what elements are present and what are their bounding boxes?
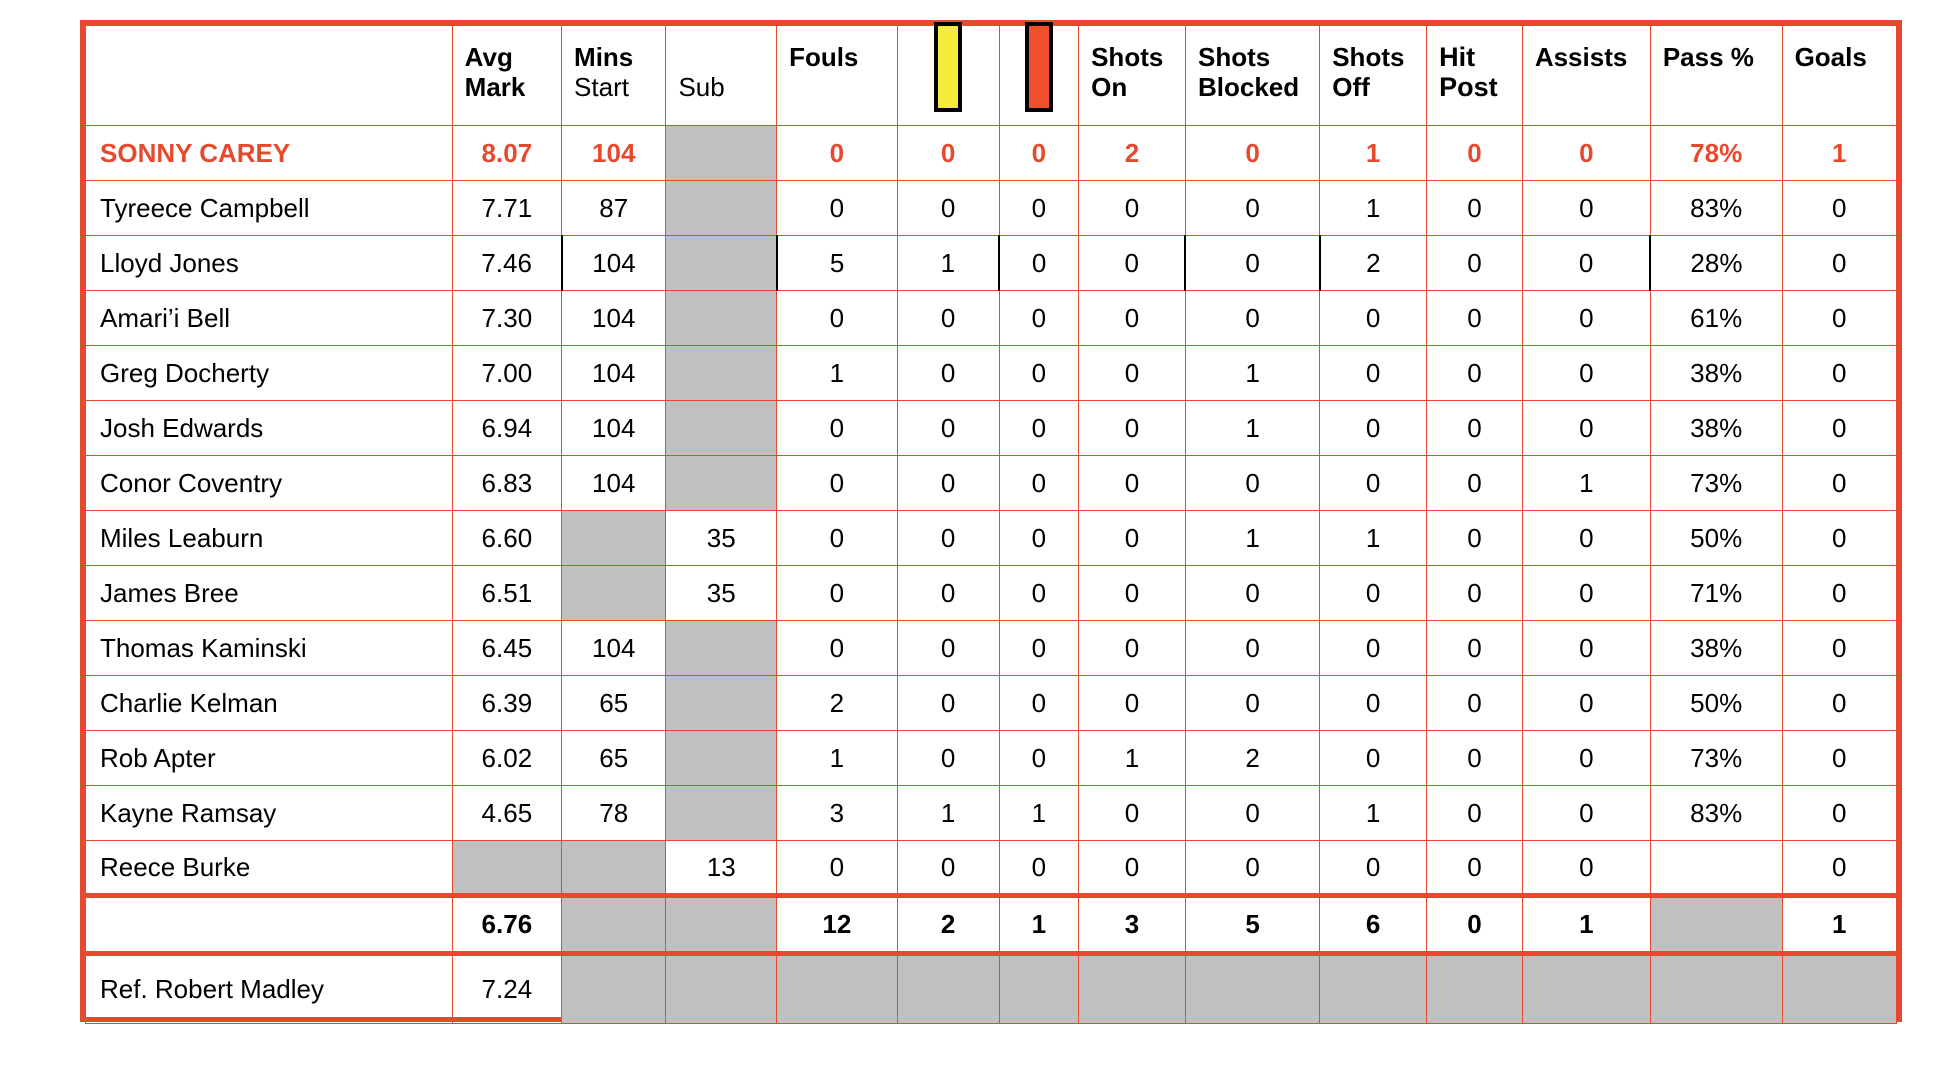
cell-yellow-cards: 0 [897, 676, 999, 731]
cell-mins-start: 65 [562, 676, 666, 731]
cell-sub [666, 676, 777, 731]
cell-fouls: 0 [777, 566, 898, 621]
cell-assists: 0 [1522, 346, 1650, 401]
cell-assists: 0 [1522, 841, 1650, 896]
cell-shots-blocked: 0 [1185, 181, 1319, 236]
cell-pass-pct: 78% [1650, 126, 1782, 181]
referee-blank [562, 954, 666, 1024]
cell-shots-on: 2 [1079, 126, 1186, 181]
player-name: SONNY CAREY [86, 126, 453, 181]
cell-sub [666, 291, 777, 346]
totals-shots-blocked: 5 [1185, 896, 1319, 954]
player-name: Charlie Kelman [86, 676, 453, 731]
cell-avg-mark: 8.07 [452, 126, 561, 181]
player-name: James Bree [86, 566, 453, 621]
referee-blank [1079, 954, 1186, 1024]
cell-sub: 13 [666, 841, 777, 896]
cell-shots-blocked: 0 [1185, 621, 1319, 676]
cell-shots-blocked: 0 [1185, 676, 1319, 731]
cell-red-cards: 0 [999, 841, 1079, 896]
cell-mins-start: 104 [562, 291, 666, 346]
referee-blank [1185, 954, 1319, 1024]
cell-red-cards: 0 [999, 236, 1079, 291]
cell-red-cards: 0 [999, 731, 1079, 786]
cell-pass-pct: 73% [1650, 731, 1782, 786]
cell-assists: 0 [1522, 236, 1650, 291]
cell-shots-off: 1 [1320, 511, 1427, 566]
cell-yellow-cards: 0 [897, 621, 999, 676]
cell-assists: 0 [1522, 126, 1650, 181]
totals-label [86, 896, 453, 954]
table-row [86, 676, 1897, 731]
table-row [86, 181, 1897, 236]
cell-shots-off: 0 [1320, 566, 1427, 621]
cell-assists: 0 [1522, 786, 1650, 841]
cell-red-cards: 0 [999, 621, 1079, 676]
header-shots-on: Shots On [1079, 26, 1186, 126]
cell-red-cards: 0 [999, 181, 1079, 236]
cell-sub [666, 236, 777, 291]
referee-blank [999, 954, 1079, 1024]
cell-shots-off: 0 [1320, 841, 1427, 896]
cell-fouls: 0 [777, 841, 898, 896]
table-row [86, 621, 1897, 676]
cell-yellow-cards: 0 [897, 456, 999, 511]
cell-fouls: 1 [777, 731, 898, 786]
totals-fouls: 12 [777, 896, 898, 954]
table-row [86, 236, 1897, 291]
cell-assists: 0 [1522, 621, 1650, 676]
cell-hit-post: 0 [1427, 511, 1523, 566]
cell-fouls: 0 [777, 621, 898, 676]
cell-pass-pct [1650, 841, 1782, 896]
cell-shots-off: 0 [1320, 621, 1427, 676]
totals-yellow: 2 [897, 896, 999, 954]
cell-yellow-cards: 0 [897, 346, 999, 401]
cell-goals: 0 [1782, 566, 1896, 621]
cell-goals: 0 [1782, 456, 1896, 511]
cell-hit-post: 0 [1427, 621, 1523, 676]
cell-shots-on: 1 [1079, 731, 1186, 786]
cell-red-cards: 0 [999, 676, 1079, 731]
cell-sub: 35 [666, 566, 777, 621]
cell-goals: 0 [1782, 291, 1896, 346]
cell-red-cards: 0 [999, 456, 1079, 511]
header-row [86, 26, 1897, 126]
cell-red-cards: 0 [999, 401, 1079, 456]
cell-hit-post: 0 [1427, 456, 1523, 511]
cell-avg-mark: 7.46 [452, 236, 561, 291]
cell-assists: 1 [1522, 456, 1650, 511]
table-row [86, 456, 1897, 511]
cell-yellow-cards: 0 [897, 566, 999, 621]
player-name: Lloyd Jones [86, 236, 453, 291]
cell-avg-mark: 6.45 [452, 621, 561, 676]
totals-sub-blank [666, 896, 777, 954]
cell-shots-on: 0 [1079, 841, 1186, 896]
cell-hit-post: 0 [1427, 401, 1523, 456]
cell-mins-start: 104 [562, 401, 666, 456]
referee-avg: 7.24 [452, 954, 561, 1024]
cell-pass-pct: 38% [1650, 621, 1782, 676]
player-rows [86, 126, 1897, 896]
cell-pass-pct: 83% [1650, 181, 1782, 236]
cell-assists: 0 [1522, 731, 1650, 786]
player-name: Kayne Ramsay [86, 786, 453, 841]
cell-fouls: 1 [777, 346, 898, 401]
header-blank [86, 26, 453, 126]
cell-red-cards: 0 [999, 511, 1079, 566]
cell-shots-off: 0 [1320, 401, 1427, 456]
player-name: Miles Leaburn [86, 511, 453, 566]
cell-goals: 0 [1782, 676, 1896, 731]
cell-goals: 0 [1782, 346, 1896, 401]
player-name: Josh Edwards [86, 401, 453, 456]
cell-mins-start [562, 841, 666, 896]
header-goals: Goals [1782, 26, 1896, 126]
header-assists: Assists [1522, 26, 1650, 126]
referee-blank [1320, 954, 1427, 1024]
cell-shots-blocked: 2 [1185, 731, 1319, 786]
header-shots-blocked: Shots Blocked [1185, 26, 1319, 126]
cell-shots-off: 0 [1320, 346, 1427, 401]
cell-hit-post: 0 [1427, 786, 1523, 841]
cell-red-cards: 0 [999, 346, 1079, 401]
cell-shots-blocked: 0 [1185, 456, 1319, 511]
cell-avg-mark: 6.02 [452, 731, 561, 786]
player-name: Greg Docherty [86, 346, 453, 401]
referee-blank [666, 954, 777, 1024]
cell-goals: 1 [1782, 126, 1896, 181]
cell-yellow-cards: 0 [897, 401, 999, 456]
cell-hit-post: 0 [1427, 676, 1523, 731]
cell-mins-start: 87 [562, 181, 666, 236]
table-row [86, 786, 1897, 841]
cell-red-cards: 0 [999, 126, 1079, 181]
cell-assists: 0 [1522, 676, 1650, 731]
cell-shots-on: 0 [1079, 456, 1186, 511]
cell-mins-start: 104 [562, 126, 666, 181]
totals-avg: 6.76 [452, 896, 561, 954]
cell-shots-on: 0 [1079, 181, 1186, 236]
cell-red-cards: 1 [999, 786, 1079, 841]
header-fouls: Fouls [777, 26, 898, 126]
cell-hit-post: 0 [1427, 236, 1523, 291]
totals-row [86, 896, 1897, 954]
cell-shots-blocked: 0 [1185, 566, 1319, 621]
cell-yellow-cards: 1 [897, 236, 999, 291]
cell-goals: 0 [1782, 731, 1896, 786]
totals-shots-on: 3 [1079, 896, 1186, 954]
player-name: Thomas Kaminski [86, 621, 453, 676]
cell-avg-mark: 7.30 [452, 291, 561, 346]
player-name: Conor Coventry [86, 456, 453, 511]
cell-shots-blocked: 0 [1185, 841, 1319, 896]
header-hit-post: Hit Post [1427, 26, 1523, 126]
cell-goals: 0 [1782, 786, 1896, 841]
cell-avg-mark: 4.65 [452, 786, 561, 841]
referee-blank [777, 954, 898, 1024]
totals-pass-blank [1650, 896, 1782, 954]
table-row [86, 291, 1897, 346]
player-ratings-table-frame [80, 20, 1902, 1022]
cell-assists: 0 [1522, 401, 1650, 456]
cell-shots-blocked: 0 [1185, 786, 1319, 841]
header-mins-start: Mins Start [562, 26, 666, 126]
cell-shots-on: 0 [1079, 786, 1186, 841]
referee-blank [1650, 954, 1782, 1024]
referee-blank [897, 954, 999, 1024]
cell-mins-start: 78 [562, 786, 666, 841]
cell-shots-off: 2 [1320, 236, 1427, 291]
cell-sub [666, 621, 777, 676]
cell-avg-mark: 6.94 [452, 401, 561, 456]
totals-red: 1 [999, 896, 1079, 954]
cell-shots-on: 0 [1079, 401, 1186, 456]
header-yellow-card [897, 26, 999, 126]
cell-yellow-cards: 0 [897, 181, 999, 236]
cell-assists: 0 [1522, 566, 1650, 621]
table-row [86, 731, 1897, 786]
cell-sub [666, 401, 777, 456]
cell-yellow-cards: 0 [897, 126, 999, 181]
cell-shots-blocked: 0 [1185, 126, 1319, 181]
header-pass-pct: Pass % [1650, 26, 1782, 126]
header-sub: Sub [666, 26, 777, 126]
player-name: Tyreece Campbell [86, 181, 453, 236]
player-name: Rob Apter [86, 731, 453, 786]
cell-shots-on: 0 [1079, 511, 1186, 566]
cell-fouls: 3 [777, 786, 898, 841]
cell-fouls: 0 [777, 181, 898, 236]
player-name: Amari’i Bell [86, 291, 453, 346]
cell-shots-off: 0 [1320, 731, 1427, 786]
cell-shots-on: 0 [1079, 236, 1186, 291]
cell-shots-off: 0 [1320, 676, 1427, 731]
cell-yellow-cards: 0 [897, 731, 999, 786]
referee-row [86, 954, 1897, 1024]
cell-assists: 0 [1522, 291, 1650, 346]
cell-pass-pct: 71% [1650, 566, 1782, 621]
cell-sub [666, 346, 777, 401]
table-row [86, 841, 1897, 896]
cell-avg-mark: 6.51 [452, 566, 561, 621]
red-card-icon [1025, 22, 1053, 112]
cell-goals: 0 [1782, 236, 1896, 291]
cell-shots-off: 1 [1320, 786, 1427, 841]
cell-pass-pct: 38% [1650, 401, 1782, 456]
referee-name: Ref. Robert Madley [86, 954, 453, 1024]
totals-assists: 1 [1522, 896, 1650, 954]
cell-hit-post: 0 [1427, 291, 1523, 346]
cell-mins-start: 104 [562, 236, 666, 291]
cell-mins-start: 104 [562, 456, 666, 511]
cell-shots-on: 0 [1079, 346, 1186, 401]
cell-yellow-cards: 0 [897, 841, 999, 896]
cell-yellow-cards: 0 [897, 511, 999, 566]
totals-hit-post: 0 [1427, 896, 1523, 954]
cell-shots-on: 0 [1079, 566, 1186, 621]
referee-blank [1782, 954, 1896, 1024]
cell-fouls: 5 [777, 236, 898, 291]
cell-mins-start: 65 [562, 731, 666, 786]
cell-hit-post: 0 [1427, 566, 1523, 621]
cell-fouls: 0 [777, 126, 898, 181]
cell-sub [666, 181, 777, 236]
header-red-card [999, 26, 1079, 126]
cell-hit-post: 0 [1427, 841, 1523, 896]
referee-blank [1522, 954, 1650, 1024]
cell-shots-off: 1 [1320, 181, 1427, 236]
cell-fouls: 0 [777, 511, 898, 566]
cell-mins-start: 104 [562, 621, 666, 676]
table-row [86, 566, 1897, 621]
cell-avg-mark: 6.39 [452, 676, 561, 731]
cell-shots-on: 0 [1079, 621, 1186, 676]
cell-sub: 35 [666, 511, 777, 566]
cell-goals: 0 [1782, 511, 1896, 566]
cell-shots-blocked: 0 [1185, 236, 1319, 291]
referee-blank [1427, 954, 1523, 1024]
cell-pass-pct: 38% [1650, 346, 1782, 401]
cell-pass-pct: 83% [1650, 786, 1782, 841]
cell-pass-pct: 50% [1650, 676, 1782, 731]
cell-mins-start [562, 566, 666, 621]
totals-shots-off: 6 [1320, 896, 1427, 954]
totals-start-blank [562, 896, 666, 954]
cell-hit-post: 0 [1427, 731, 1523, 786]
cell-fouls: 0 [777, 401, 898, 456]
totals-goals: 1 [1782, 896, 1896, 954]
cell-goals: 0 [1782, 401, 1896, 456]
cell-shots-blocked: 1 [1185, 511, 1319, 566]
cell-goals: 0 [1782, 181, 1896, 236]
table-row [86, 126, 1897, 181]
cell-pass-pct: 61% [1650, 291, 1782, 346]
cell-mins-start [562, 511, 666, 566]
cell-sub [666, 786, 777, 841]
header-avg-mark: Avg Mark [452, 26, 561, 126]
cell-fouls: 0 [777, 456, 898, 511]
cell-avg-mark: 7.71 [452, 181, 561, 236]
cell-hit-post: 0 [1427, 181, 1523, 236]
table-row [86, 346, 1897, 401]
yellow-card-icon [934, 22, 962, 112]
cell-assists: 0 [1522, 511, 1650, 566]
cell-avg-mark [452, 841, 561, 896]
cell-pass-pct: 50% [1650, 511, 1782, 566]
cell-sub [666, 456, 777, 511]
cell-fouls: 0 [777, 291, 898, 346]
cell-fouls: 2 [777, 676, 898, 731]
cell-assists: 0 [1522, 181, 1650, 236]
cell-sub [666, 731, 777, 786]
cell-hit-post: 0 [1427, 126, 1523, 181]
cell-shots-blocked: 0 [1185, 291, 1319, 346]
cell-shots-blocked: 1 [1185, 346, 1319, 401]
cell-goals: 0 [1782, 621, 1896, 676]
player-ratings-table [85, 25, 1897, 1024]
table-row [86, 511, 1897, 566]
header-shots-off: Shots Off [1320, 26, 1427, 126]
cell-shots-blocked: 1 [1185, 401, 1319, 456]
cell-shots-off: 1 [1320, 126, 1427, 181]
cell-sub [666, 126, 777, 181]
cell-pass-pct: 73% [1650, 456, 1782, 511]
cell-avg-mark: 6.60 [452, 511, 561, 566]
cell-shots-off: 0 [1320, 456, 1427, 511]
cell-yellow-cards: 1 [897, 786, 999, 841]
cell-avg-mark: 6.83 [452, 456, 561, 511]
cell-shots-off: 0 [1320, 291, 1427, 346]
cell-mins-start: 104 [562, 346, 666, 401]
cell-pass-pct: 28% [1650, 236, 1782, 291]
cell-goals: 0 [1782, 841, 1896, 896]
cell-hit-post: 0 [1427, 346, 1523, 401]
cell-avg-mark: 7.00 [452, 346, 561, 401]
cell-shots-on: 0 [1079, 676, 1186, 731]
cell-shots-on: 0 [1079, 291, 1186, 346]
cell-red-cards: 0 [999, 566, 1079, 621]
player-name: Reece Burke [86, 841, 453, 896]
table-row [86, 401, 1897, 456]
cell-red-cards: 0 [999, 291, 1079, 346]
cell-yellow-cards: 0 [897, 291, 999, 346]
